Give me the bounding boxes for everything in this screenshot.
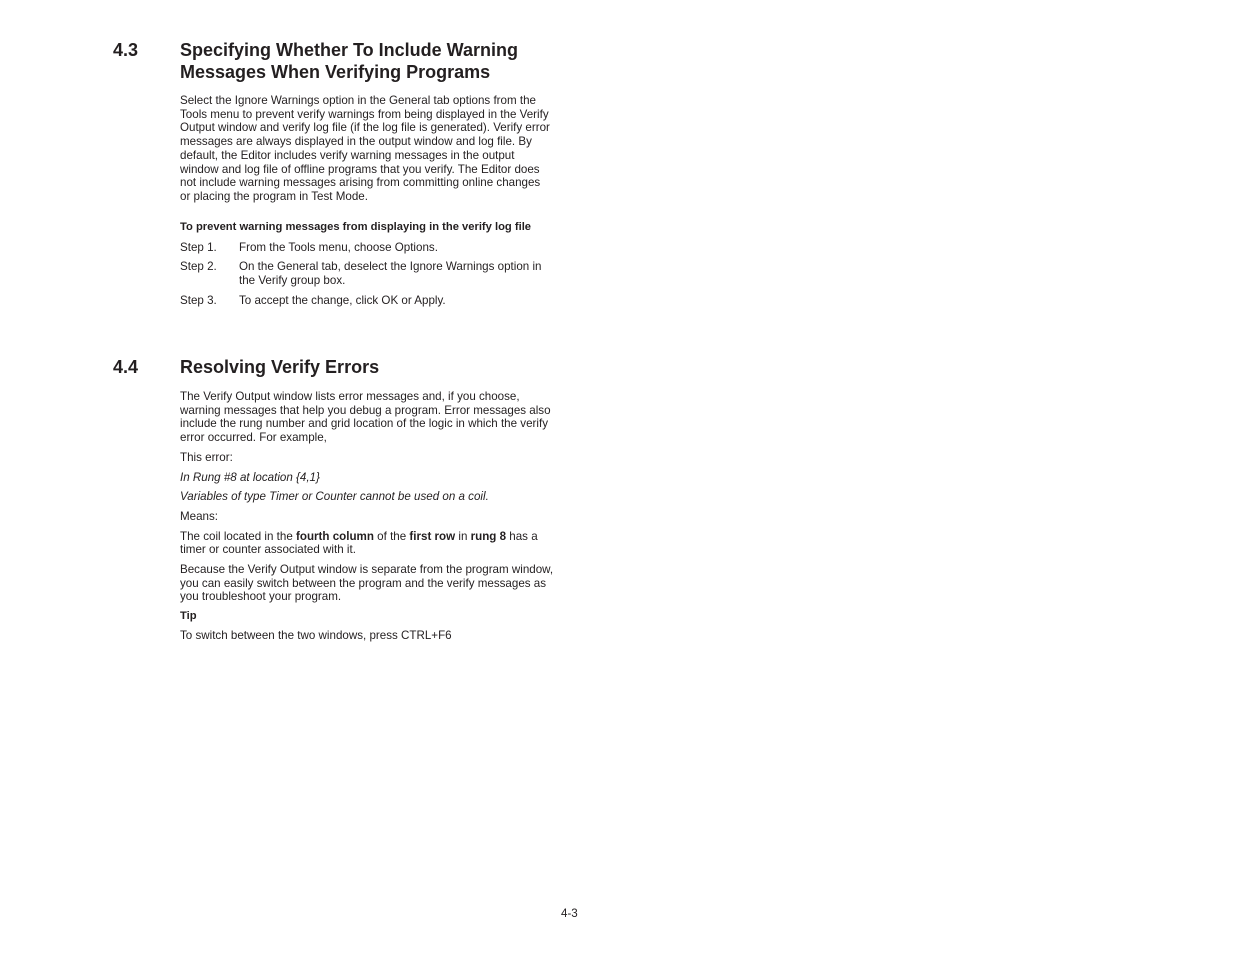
example-error-line1: In Rung #8 at location {4,1} <box>180 470 320 484</box>
explanation-text-4: has a timer or counter associated with it. <box>180 529 538 557</box>
step-3-label: Step 3. <box>180 293 217 307</box>
section-4-4-intro: The Verify Output window lists error messages and, if you choose, warning messages that help you debug a program. Error messages also include the rung number and grid location of the logic in which the verify error occurred. For example, <box>180 390 551 445</box>
page-number: 4-3 <box>561 907 578 920</box>
error-explanation <box>180 530 560 557</box>
explanation-first-row: first row <box>409 529 456 543</box>
step-2-text: On the General tab, deselect the Ignore Warnings option in the Verify group box. <box>239 260 542 288</box>
step-2-label: Step 2. <box>180 260 217 274</box>
separate-window-paragraph: Because the Verify Output window is separate from the program window, you can easily switch between the program and the verify messages as you troubleshoot your program. <box>180 563 554 604</box>
explanation-fourth-column: fourth column <box>296 529 374 543</box>
section-4-4-body <box>180 390 560 643</box>
section-4-4-title: Resolving Verify Errors <box>180 357 380 377</box>
step-3 <box>180 294 552 308</box>
section-4-3-title-line1: Specifying Whether To Include Warning <box>180 40 519 60</box>
section-4-3-title-line2: Messages When Verifying Programs <box>180 62 491 82</box>
step-2 <box>180 260 552 287</box>
step-1-label: Step 1. <box>180 240 217 254</box>
explanation-text-2: of the <box>373 529 410 543</box>
tip-text: To switch between the two windows, press CTRL+F6 <box>180 629 452 643</box>
step-1 <box>180 241 552 255</box>
means-label: Means: <box>180 509 219 523</box>
step-1-text: From the Tools menu, choose Options. <box>239 240 438 254</box>
section-4-3-number: 4.3 <box>113 40 139 60</box>
section-4-3-title <box>180 39 518 83</box>
section-4-3-body <box>180 94 552 307</box>
explanation-text-1: The coil located in the <box>180 529 297 543</box>
step-3-text: To accept the change, click OK or Apply. <box>239 293 446 307</box>
tip-heading: Tip <box>180 610 197 623</box>
section-4-4-number: 4.4 <box>113 357 139 377</box>
example-error-line2: Variables of type Timer or Counter cannot be used on a coil. <box>180 490 489 504</box>
explanation-rung-8: rung 8 <box>470 529 507 543</box>
procedure-heading: To prevent warning messages from displaying in the verify log file <box>180 220 532 233</box>
explanation-text-3: in <box>455 529 471 543</box>
section-4-3-intro: Select the Ignore Warnings option in the General tab options from the Tools menu to prevent verify warnings from being displayed in the Verify Output window and verify log file (if the log file is generated). Verify error messages are always displayed in the output window and log file. By default, the Editor includes verify warning messages in the output window and log file of offline programs that you verify. The Editor does not include warning messages arising from committing online changes or placing the program in Test Mode. <box>180 94 550 203</box>
this-error-label: This error: <box>180 450 233 464</box>
